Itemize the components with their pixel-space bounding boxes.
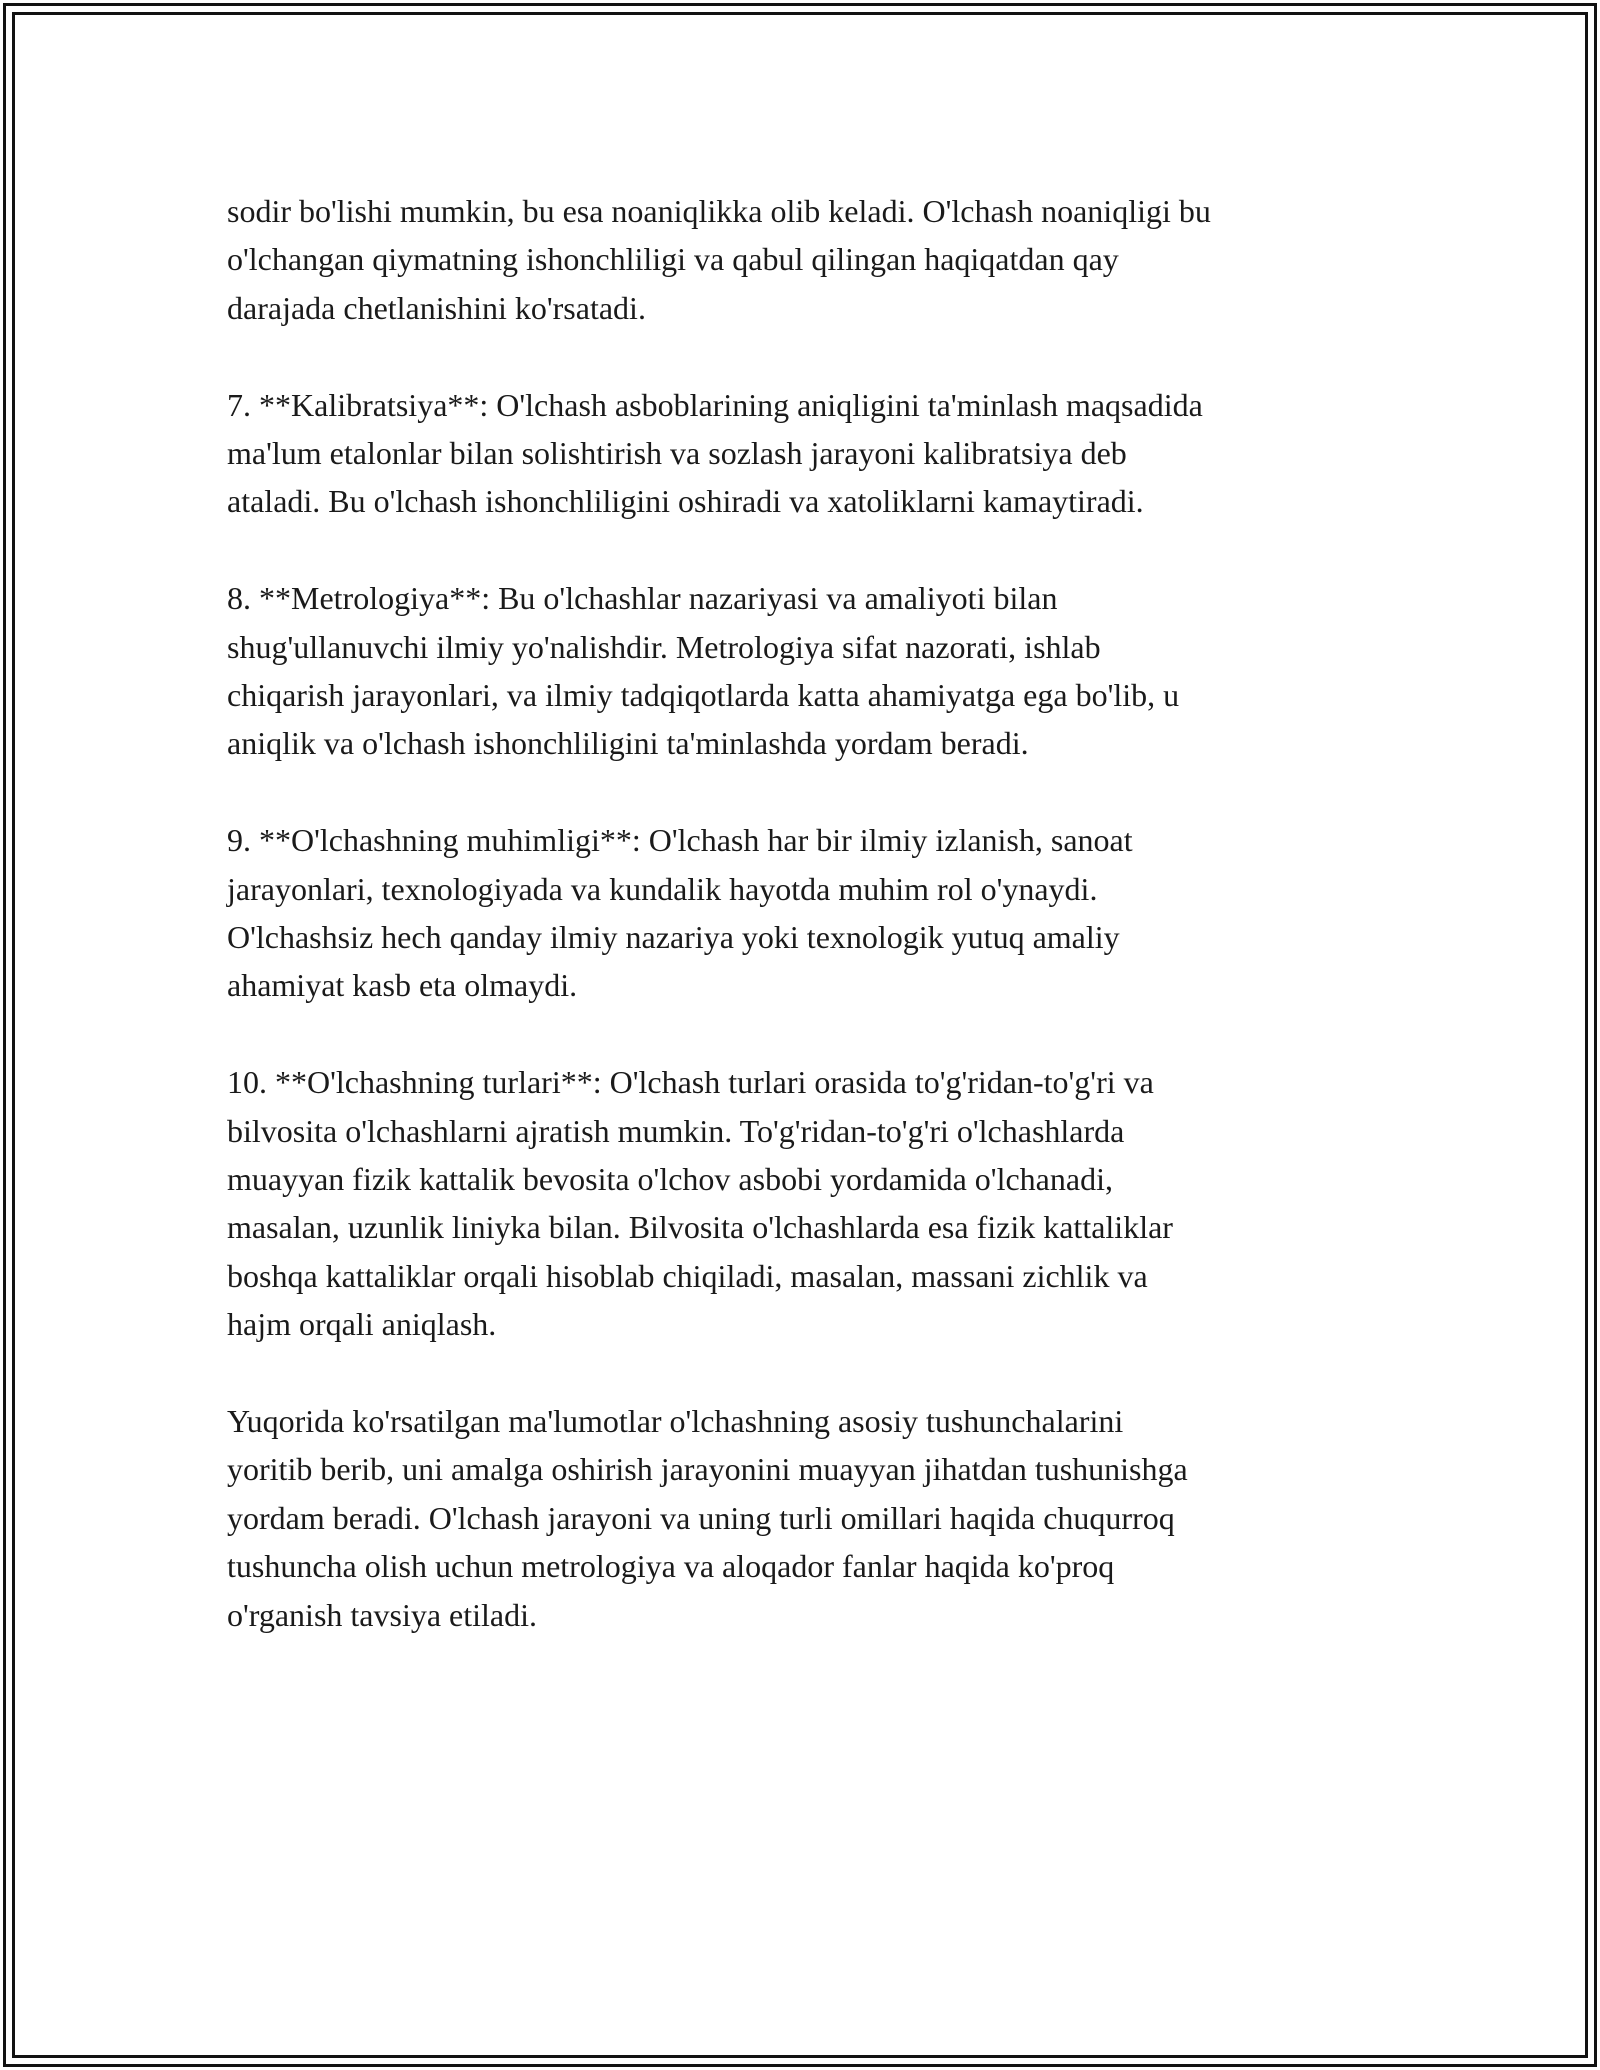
paragraph-olchashning-turlari: 10. **O'lchashning turlari**: O'lchash turlari orasida to'g'ridan-to'g'ri va bilvosita o'lchashlarni ajratish mumkin. To'g'ridan-to'g'ri o'lchashlarda muayyan fizik kattalik bevosita o'lchov asbobi yordamida o'lchanadi, masalan, uzunlik liniyka bilan. Bilvosita o'lchashlarda esa fizik kattaliklar boshqa kattaliklar orqali hisoblab chiqiladi, masalan, massani zichlik va hajm orqali aniqlash.: [227, 1064, 1173, 1343]
paragraph-olchashning-muhimligi: 9. **O'lchashning muhimligi**: O'lchash har bir ilmiy izlanish, sanoat jarayonlari, texnologiyada va kundalik hayotda muhim rol o'ynaydi. O'lchashsiz hech qanday ilmiy nazariya yoki texnologik yutuq amaliy ahamiyat kasb eta olmaydi.: [227, 822, 1133, 1004]
paragraph-continuation: sodir bo'lishi mumkin, bu esa noaniqlikka olib keladi. O'lchash noaniqligi bu o'lchangan qiymatning ishonchliligi va qabul qilingan haqiqatdan qay darajada chetlanishini ko'rsatadi.: [227, 193, 1211, 326]
paragraph-metrologiya: 8. **Metrologiya**: Bu o'lchashlar nazariyasi va amaliyoti bilan shug'ullanuvchi ilmiy yo'nalishdir. Metrologiya sifat nazorati, ishlab chiqarish jarayonlari, va ilmiy tadqiqotlarda katta ahamiyatga ega bo'lib, u aniqlik va o'lchash ishonchliligini ta'minlashda yordam beradi.: [227, 580, 1180, 762]
paragraph-kalibratsiya: 7. **Kalibratsiya**: O'lchash asboblarining aniqligini ta'minlash maqsadida ma'lum etalonlar bilan solishtirish va sozlash jarayoni kalibratsiya deb ataladi. Bu o'lchash ishonchliligini oshiradi va xatoliklarni kamaytiradi.: [227, 386, 1203, 520]
paragraph-conclusion: Yuqorida ko'rsatilgan ma'lumotlar o'lchashning asosiy tushunchalarini yoritib berib, uni amalga oshirish jarayonini muayyan jihatdan tushunishga yordam beradi. O'lchash jarayoni va uning turli omillari haqida chuqurroq tushuncha olish uchun metrologiya va aloqador fanlar haqida ko'proq o'rganish tavsiya etiladi.: [227, 1403, 1188, 1633]
document-body: [227, 187, 1407, 1688]
